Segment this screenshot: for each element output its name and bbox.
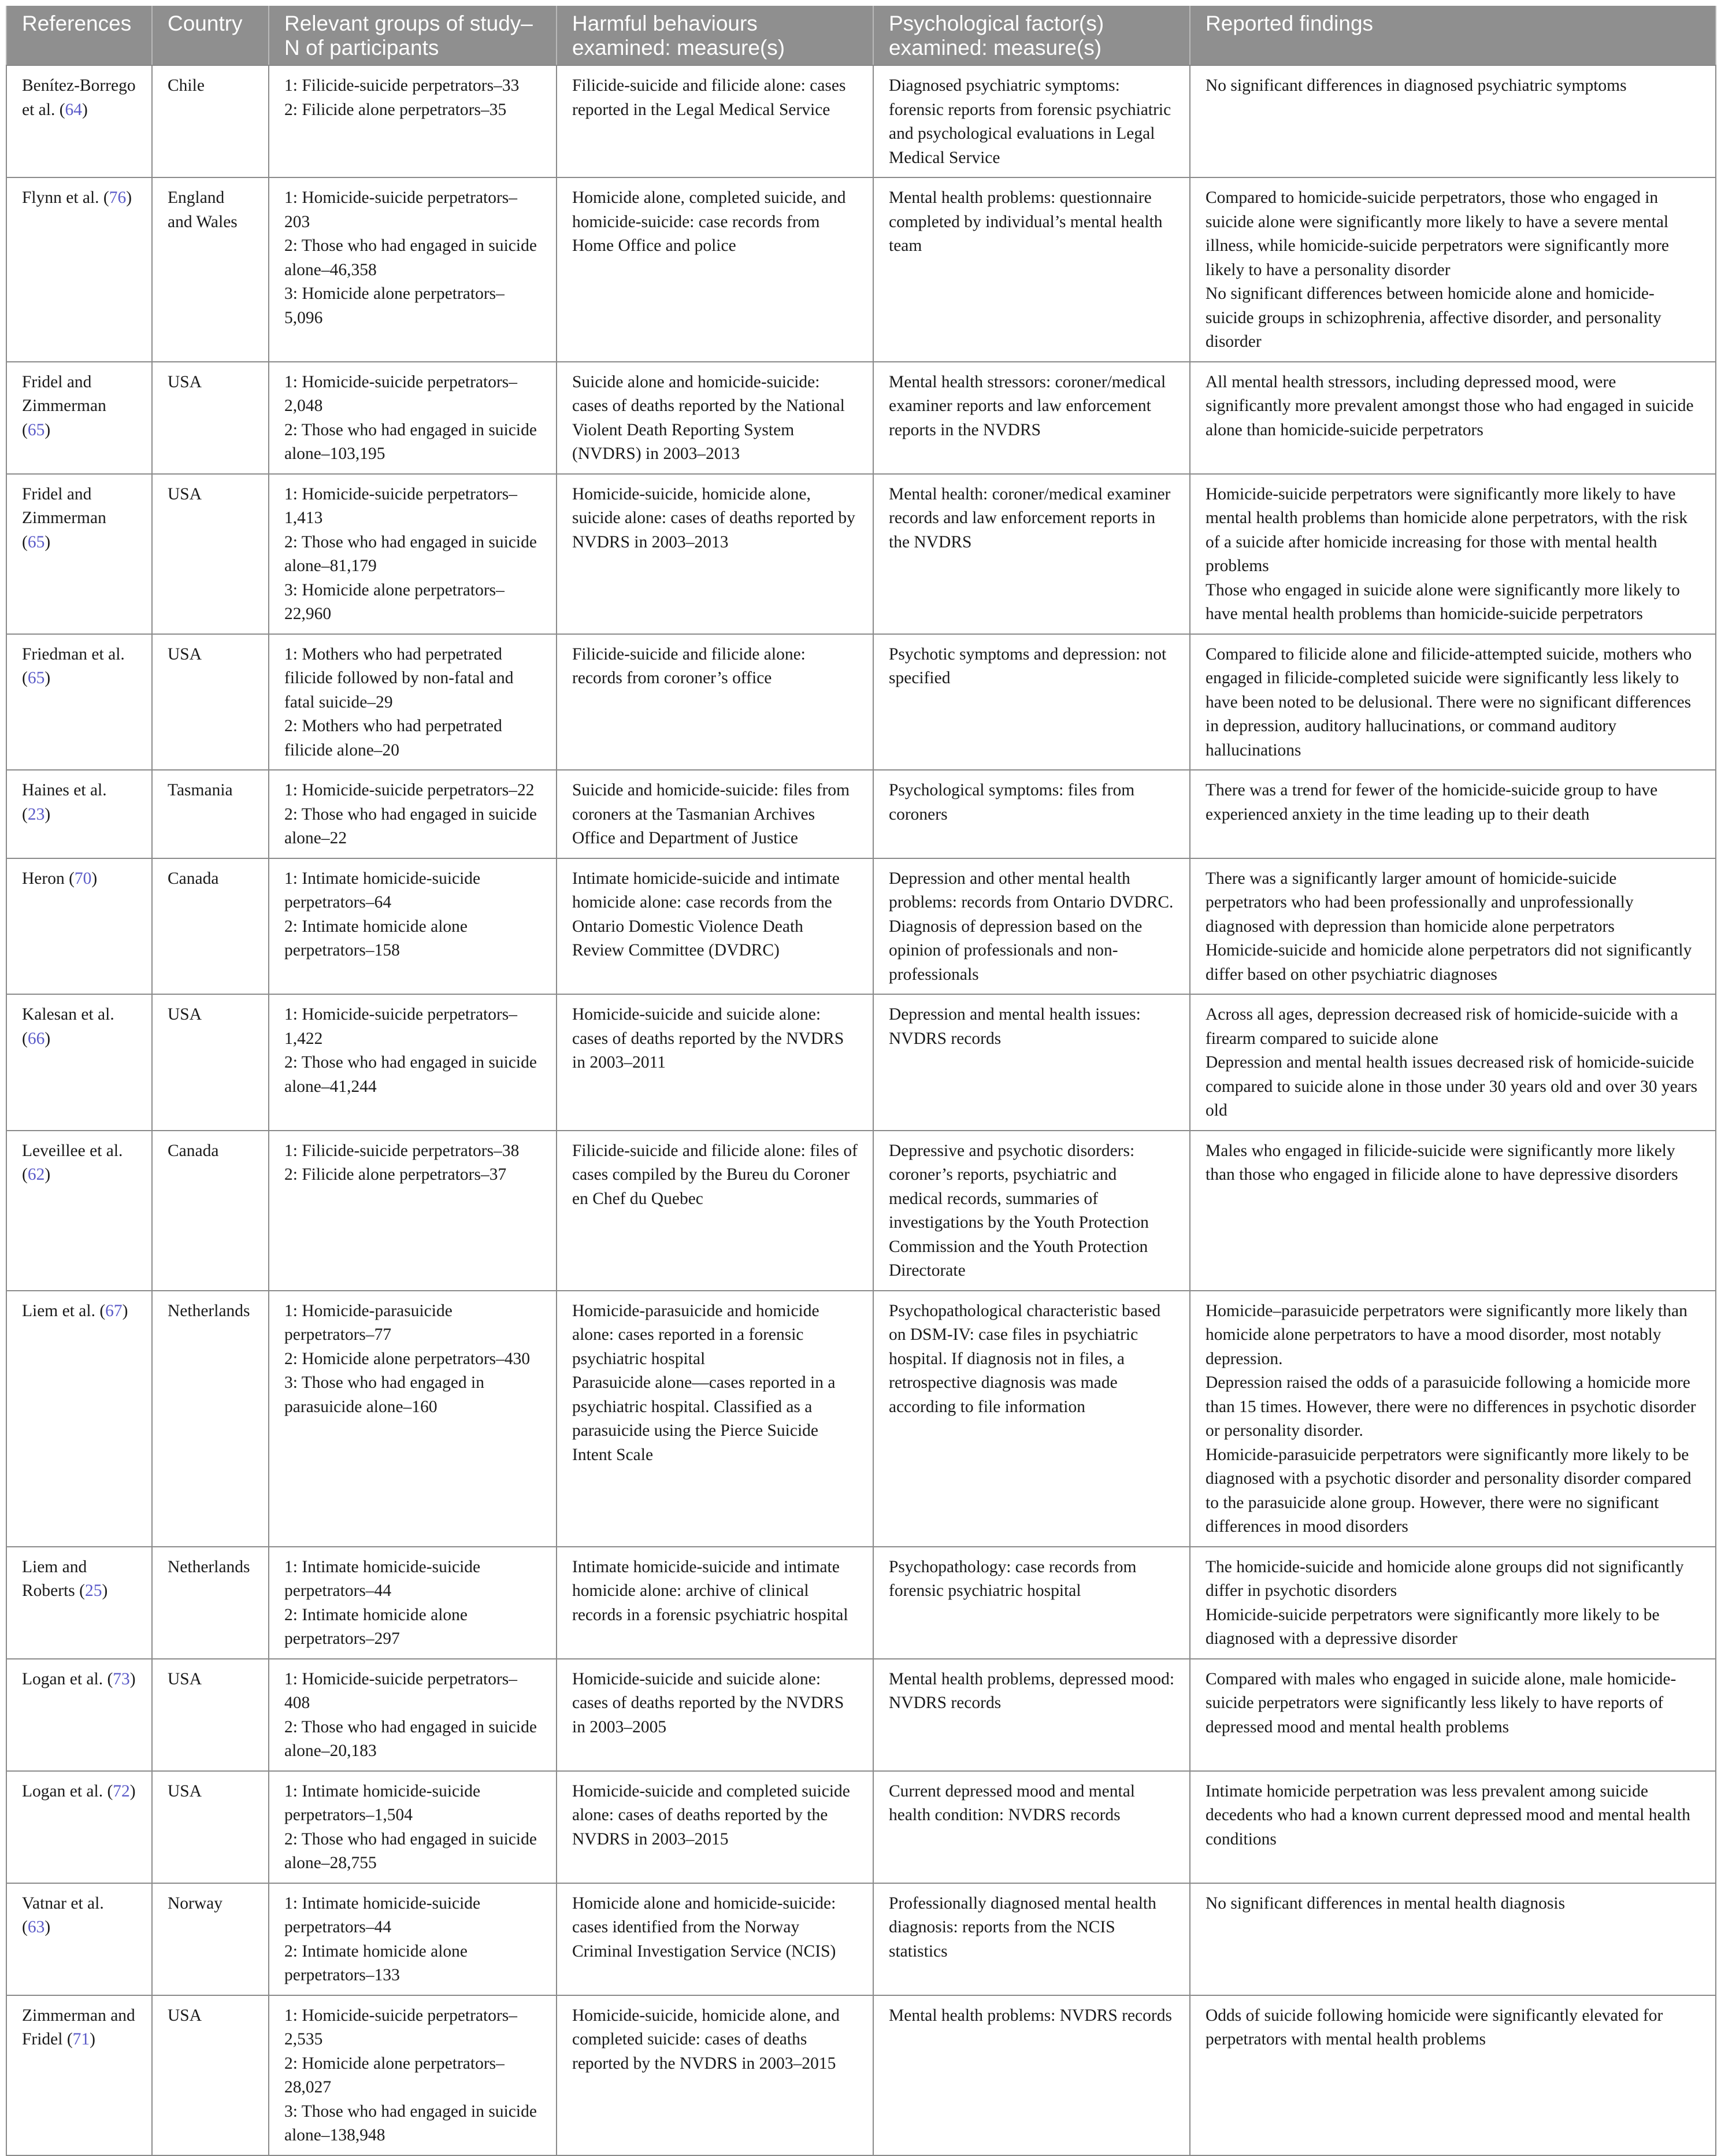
finding-line: Homicide-suicide and homicide alone perpetrators did not significantly differ based on other psychiatric diagnoses — [1206, 941, 1692, 984]
table-row — [6, 1995, 1716, 2155]
findings-cell — [1190, 994, 1716, 1131]
citation-link[interactable]: 23 — [27, 805, 45, 824]
group-line: 1: Intimate homicide-suicide perpetrators–44 — [284, 1557, 481, 1600]
citation-link[interactable]: 72 — [113, 1781, 130, 1801]
group-line: 2: Those who had engaged in suicide alone–22 — [284, 805, 537, 847]
findings-cell — [1190, 1659, 1716, 1771]
finding-line: Across all ages, depression decreased risk of homicide-suicide with a firearm compared to suicide alone — [1206, 1005, 1678, 1048]
behaviour-line: Suicide and homicide-suicide: files from coroners at the Tasmanian Archives Office and Department of Justice — [572, 781, 850, 847]
behaviours-cell — [557, 1995, 873, 2155]
groups-cell — [269, 994, 557, 1131]
citation-link[interactable]: 25 — [84, 1581, 102, 1600]
header-country: Country — [152, 6, 269, 65]
group-line: 2: Those who had engaged in suicide alone–46,358 — [284, 236, 537, 279]
table-row — [6, 65, 1716, 177]
reference-close-paren: ) — [44, 1165, 51, 1184]
finding-line: Those who engaged in suicide alone were significantly more likely to have mental health problems than homicide-suicide perpetrators — [1206, 580, 1680, 623]
reference-cell — [6, 1659, 152, 1771]
groups-cell — [269, 1771, 557, 1883]
behaviour-line: Homicide-parasuicide and homicide alone: cases reported in a forensic psychiatric hospital — [572, 1301, 819, 1368]
behaviours-cell — [557, 770, 873, 858]
behaviour-line: Intimate homicide-suicide and intimate homicide alone: case records from the Ontario Domestic Violence Death Review Committee (DVDRC) — [572, 869, 840, 960]
factor-line: Depression and other mental health problems: records from Ontario DVDRC. Diagnosis of depression based on the opinion of professionals and non-professionals — [889, 869, 1174, 984]
finding-line: Compared with males who engaged in suicide alone, male homicide-suicide perpetrators were significantly less likely to have reports of depressed mood and mental health problems — [1206, 1669, 1677, 1736]
group-line: 2: Those who had engaged in suicide alone–41,244 — [284, 1053, 537, 1096]
finding-line: Depression and mental health issues decreased risk of homicide-suicide compared to suicide alone in those under 30 years old and over 30 years old — [1206, 1053, 1698, 1120]
finding-line: No significant differences between homicide alone and homicide-suicide groups in schizophrenia, affective disorder, and personality disorder — [1206, 284, 1661, 351]
citation-link[interactable]: 63 — [27, 1918, 45, 1936]
reference-close-paren: ) — [44, 1029, 51, 1048]
group-line: 3: Those who had engaged in parasuicide alone–160 — [284, 1373, 485, 1416]
behaviour-line: Filicide-suicide and filicide alone: records from coroner’s office — [572, 644, 806, 687]
reference-close-paren: ) — [126, 188, 132, 207]
factor-line: Mental health: coroner/medical examiner records and law enforcement reports in the NVDRS — [889, 484, 1171, 551]
group-line: 2: Those who had engaged in suicide alone–20,183 — [284, 1717, 537, 1760]
country-cell: Canada — [152, 858, 269, 995]
reference-authors: Benítez-Borrego et al. ( — [22, 76, 136, 119]
country-cell: USA — [152, 634, 269, 770]
reference-close-paren: ) — [44, 420, 51, 439]
reference-close-paren: ) — [82, 100, 88, 119]
citation-link[interactable]: 65 — [27, 669, 45, 687]
factor-line: Mental health problems: questionnaire completed by individual’s mental health team — [889, 188, 1163, 255]
table-body — [6, 65, 1716, 2155]
citation-link[interactable]: 76 — [109, 188, 127, 207]
country-cell: USA — [152, 1771, 269, 1883]
reference-close-paren: ) — [122, 1301, 128, 1320]
table-header — [6, 6, 1716, 65]
group-line: 1: Homicide-suicide perpetrators–22 — [284, 781, 535, 799]
group-line: 1: Homicide-suicide perpetrators–2,535 — [284, 2006, 518, 2048]
finding-line: There was a trend for fewer of the homicide-suicide group to have experienced anxiety in the time leading up to their death — [1206, 781, 1658, 824]
factors-cell — [873, 474, 1190, 634]
behaviour-line: Filicide-suicide and filicide alone: files of cases compiled by the Bureu du Coroner en Chef du Quebec — [572, 1141, 858, 1208]
group-line: 1: Intimate homicide-suicide perpetrators–44 — [284, 1894, 481, 1936]
citation-link[interactable]: 62 — [27, 1165, 45, 1184]
finding-line: Homicide-suicide perpetrators were significantly more likely to be diagnosed with a depressive disorder — [1206, 1605, 1660, 1648]
behaviour-line: Homicide alone and homicide-suicide: cases identified from the Norway Criminal Investigation Service (NCIS) — [572, 1894, 836, 1961]
reference-authors: Fridel and Zimmerman ( — [22, 484, 106, 551]
citation-link[interactable]: 65 — [27, 420, 45, 439]
table-row — [6, 994, 1716, 1131]
reference-close-paren: ) — [44, 1918, 51, 1936]
factors-cell — [873, 634, 1190, 770]
behaviours-cell — [557, 1131, 873, 1291]
country-cell: Netherlands — [152, 1291, 269, 1547]
factors-cell — [873, 1883, 1190, 1995]
group-line: 1: Intimate homicide-suicide perpetrators–1,504 — [284, 1781, 481, 1824]
reference-authors: Logan et al. ( — [22, 1669, 113, 1688]
group-line: 2: Intimate homicide alone perpetrators–133 — [284, 1942, 468, 1984]
groups-cell — [269, 1659, 557, 1771]
reference-close-paren: ) — [90, 2030, 95, 2048]
citation-link[interactable]: 70 — [74, 869, 92, 888]
reference-cell — [6, 1291, 152, 1547]
reference-cell — [6, 994, 152, 1131]
country-cell: Netherlands — [152, 1547, 269, 1659]
behaviours-cell — [557, 1291, 873, 1547]
behaviours-cell — [557, 65, 873, 177]
behaviours-cell — [557, 858, 873, 995]
behaviour-line: Homicide-suicide, homicide alone, and completed suicide: cases of deaths reported by the NVDRS in 2003–2015 — [572, 2006, 840, 2073]
factor-line: Mental health stressors: coroner/medical examiner reports and law enforcement reports in the NVDRS — [889, 372, 1166, 439]
findings-cell — [1190, 1883, 1716, 1995]
factor-line: Depression and mental health issues: NVDRS records — [889, 1005, 1141, 1048]
factors-cell — [873, 65, 1190, 177]
group-line: 1: Homicide-suicide perpetrators–203 — [284, 188, 518, 231]
reference-cell — [6, 65, 152, 177]
header-factors: Psychological factor(s) examined: measure(s) — [873, 6, 1190, 65]
page — [6, 6, 1715, 2156]
behaviour-line: Parasuicide alone—cases reported in a psychiatric hospital. Classified as a parasuicide using the Pierce Suicide Intent Scale — [572, 1373, 836, 1464]
groups-cell — [269, 362, 557, 474]
reference-authors: Vatnar et al. ( — [22, 1894, 104, 1936]
country-cell: USA — [152, 1995, 269, 2155]
groups-cell — [269, 474, 557, 634]
findings-cell — [1190, 634, 1716, 770]
finding-line: Homicide-parasuicide perpetrators were significantly more likely to be diagnosed with a psychotic disorder and personality disorder compared to the parasuicide alone group. However, there were no significant differences in mood disorders — [1206, 1445, 1692, 1536]
factors-cell — [873, 1659, 1190, 1771]
citation-link[interactable]: 67 — [105, 1301, 123, 1320]
groups-cell — [269, 65, 557, 177]
behaviour-line: Intimate homicide-suicide and intimate homicide alone: archive of clinical records in a forensic psychiatric hospital — [572, 1557, 848, 1624]
country-cell: Canada — [152, 1131, 269, 1291]
group-line: 1: Homicide-suicide perpetrators–1,422 — [284, 1005, 518, 1048]
reference-cell — [6, 1771, 152, 1883]
group-line: 1: Homicide-suicide perpetrators–1,413 — [284, 484, 518, 527]
reference-authors: Fridel and Zimmerman ( — [22, 372, 106, 439]
reference-authors: Zimmerman and Fridel ( — [22, 2006, 135, 2048]
behaviour-line: Homicide-suicide and suicide alone: cases of deaths reported by the NVDRS in 2003–2005 — [572, 1669, 844, 1736]
behaviour-line: Homicide-suicide, homicide alone, suicide alone: cases of deaths reported by NVDRS in 2003–2013 — [572, 484, 855, 551]
behaviour-line: Homicide-suicide and suicide alone: cases of deaths reported by the NVDRS in 2003–2011 — [572, 1005, 844, 1072]
reference-cell — [6, 177, 152, 362]
behaviours-cell — [557, 1771, 873, 1883]
groups-cell — [269, 770, 557, 858]
findings-cell — [1190, 1995, 1716, 2155]
finding-line: Compared to filicide alone and filicide-attempted suicide, mothers who engaged in filicide-completed suicide were significantly less likely to have been noted to be delusional. There were no significant differences in depression, auditory hallucinations, or command auditory hallucinations — [1206, 644, 1692, 760]
factor-line: Current depressed mood and mental health condition: NVDRS records — [889, 1781, 1135, 1824]
group-line: 2: Intimate homicide alone perpetrators–158 — [284, 917, 468, 960]
reference-close-paren: ) — [44, 805, 51, 824]
reference-cell — [6, 1995, 152, 2155]
reference-close-paren: ) — [44, 532, 51, 551]
group-line: 1: Homicide-parasuicide perpetrators–77 — [284, 1301, 452, 1344]
group-line: 1: Filicide-suicide perpetrators–33 — [284, 76, 520, 95]
header-findings: Reported findings — [1190, 6, 1716, 65]
country-cell: Chile — [152, 65, 269, 177]
studies-table — [6, 6, 1716, 2156]
group-line: 1: Mothers who had perpetrated filicide followed by non-fatal and fatal suicide–29 — [284, 644, 514, 712]
group-line: 3: Homicide alone perpetrators–22,960 — [284, 580, 505, 623]
reference-authors: Logan et al. ( — [22, 1781, 113, 1801]
factor-line: Diagnosed psychiatric symptoms: forensic reports from forensic psychiatric and psychological evaluations in Legal Medical Service — [889, 76, 1171, 167]
groups-cell — [269, 1131, 557, 1291]
behaviours-cell — [557, 1547, 873, 1659]
behaviours-cell — [557, 177, 873, 362]
country-cell: Norway — [152, 1883, 269, 1995]
citation-link[interactable]: 65 — [27, 532, 45, 551]
finding-line: There was a significantly larger amount of homicide-suicide perpetrators who had been professionally and unprofessionally diagnosed with depression than homicide alone perpetrators — [1206, 869, 1634, 936]
reference-cell — [6, 1131, 152, 1291]
findings-cell — [1190, 177, 1716, 362]
header-references: References — [6, 6, 152, 65]
table-row — [6, 1883, 1716, 1995]
groups-cell — [269, 1291, 557, 1547]
factors-cell — [873, 1131, 1190, 1291]
factors-cell — [873, 1995, 1190, 2155]
reference-cell — [6, 634, 152, 770]
behaviours-cell — [557, 1659, 873, 1771]
group-line: 1: Homicide-suicide perpetrators–2,048 — [284, 372, 518, 415]
group-line: 1: Homicide-suicide perpetrators–408 — [284, 1669, 518, 1712]
findings-cell — [1190, 858, 1716, 995]
factor-line: Psychotic symptoms and depression: not specified — [889, 644, 1167, 687]
factor-line: Mental health problems: NVDRS records — [889, 2006, 1172, 2025]
country-cell: USA — [152, 1659, 269, 1771]
group-line: 1: Intimate homicide-suicide perpetrators–64 — [284, 869, 481, 912]
header-row — [6, 6, 1716, 65]
reference-authors: Kalesan et al. ( — [22, 1005, 114, 1048]
findings-cell — [1190, 65, 1716, 177]
groups-cell — [269, 1547, 557, 1659]
group-line: 2: Those who had engaged in suicide alone–28,755 — [284, 1829, 537, 1872]
reference-authors: Liem and Roberts ( — [22, 1557, 87, 1600]
reference-cell — [6, 770, 152, 858]
header-behaviours: Harmful behaviours examined: measure(s) — [557, 6, 873, 65]
factor-line: Professionally diagnosed mental health diagnosis: reports from the NCIS statistics — [889, 1894, 1156, 1961]
finding-line: Depression raised the odds of a parasuicide following a homicide more than 15 times. However, there were no differences in psychotic disorder or personality disorder. — [1206, 1373, 1696, 1440]
factor-line: Psychological symptoms: files from coroners — [889, 781, 1135, 824]
groups-cell — [269, 177, 557, 362]
finding-line: No significant differences in diagnosed psychiatric symptoms — [1206, 76, 1627, 95]
reference-close-paren: ) — [129, 1781, 136, 1801]
behaviours-cell — [557, 1883, 873, 1995]
findings-cell — [1190, 362, 1716, 474]
factors-cell — [873, 770, 1190, 858]
behaviours-cell — [557, 474, 873, 634]
finding-line: Intimate homicide perpetration was less prevalent among suicide decedents who had a known current depressed mood and mental health conditions — [1206, 1781, 1690, 1848]
factors-cell — [873, 1291, 1190, 1547]
behaviour-line: Homicide alone, completed suicide, and homicide-suicide: case records from Home Office and police — [572, 188, 846, 255]
behaviour-line: Filicide-suicide and filicide alone: cases reported in the Legal Medical Service — [572, 76, 846, 119]
finding-line: Homicide–parasuicide perpetrators were significantly more likely than homicide alone perpetrators to have a mood disorder, most notably depression. — [1206, 1301, 1687, 1368]
group-line: 1: Filicide-suicide perpetrators–38 — [284, 1141, 520, 1160]
findings-cell — [1190, 1547, 1716, 1659]
group-line: 2: Filicide alone perpetrators–37 — [284, 1165, 507, 1184]
table-row — [6, 1131, 1716, 1291]
groups-cell — [269, 858, 557, 995]
factor-line: Depressive and psychotic disorders: coroner’s reports, psychiatric and medical records, summaries of investigations by the Youth Protection Commission and the Youth Protection Directorate — [889, 1141, 1149, 1280]
country-cell: USA — [152, 994, 269, 1131]
table-row — [6, 1659, 1716, 1771]
behaviours-cell — [557, 994, 873, 1131]
reference-cell — [6, 1547, 152, 1659]
factors-cell — [873, 858, 1190, 995]
country-cell: USA — [152, 362, 269, 474]
table-row — [6, 858, 1716, 995]
findings-cell — [1190, 1291, 1716, 1547]
reference-authors: Liem et al. ( — [22, 1301, 106, 1320]
factors-cell — [873, 177, 1190, 362]
factors-cell — [873, 1547, 1190, 1659]
behaviour-line: Homicide-suicide and completed suicide alone: cases of deaths reported by the NVDRS in 2003–2015 — [572, 1781, 850, 1848]
reference-authors: Flynn et al. ( — [22, 188, 109, 207]
groups-cell — [269, 1995, 557, 2155]
findings-cell — [1190, 1131, 1716, 1291]
reference-authors: Haines et al. ( — [22, 781, 107, 824]
finding-line: Males who engaged in filicide-suicide were significantly more likely than those who engaged in filicide alone to have depressive disorders — [1206, 1141, 1678, 1184]
table-row — [6, 474, 1716, 634]
citation-link[interactable]: 73 — [113, 1669, 130, 1688]
findings-cell — [1190, 1771, 1716, 1883]
reference-close-paren: ) — [129, 1669, 136, 1688]
finding-line: Odds of suicide following homicide were significantly elevated for perpetrators with mental health problems — [1206, 2006, 1663, 2048]
reference-cell — [6, 362, 152, 474]
country-cell: USA — [152, 474, 269, 634]
country-cell: Tasmania — [152, 770, 269, 858]
group-line: 2: Those who had engaged in suicide alone–81,179 — [284, 532, 537, 575]
factor-line: Psychopathology: case records from forensic psychiatric hospital — [889, 1557, 1137, 1600]
citation-link[interactable]: 71 — [72, 2030, 90, 2048]
group-line: 2: Homicide alone perpetrators–430 — [284, 1349, 531, 1368]
reference-close-paren: ) — [102, 1581, 108, 1600]
table-row — [6, 1291, 1716, 1547]
table-row — [6, 177, 1716, 362]
groups-cell — [269, 634, 557, 770]
table-row — [6, 634, 1716, 770]
factors-cell — [873, 994, 1190, 1131]
citation-link[interactable]: 64 — [65, 100, 83, 119]
findings-cell — [1190, 474, 1716, 634]
reference-close-paren: ) — [44, 669, 51, 687]
behaviours-cell — [557, 362, 873, 474]
country-cell: England and Wales — [152, 177, 269, 362]
table-row — [6, 1547, 1716, 1659]
finding-line: The homicide-suicide and homicide alone groups did not significantly differ in psychotic disorders — [1206, 1557, 1684, 1600]
group-line: 2: Mothers who had perpetrated filicide alone–20 — [284, 717, 502, 760]
finding-line: All mental health stressors, including depressed mood, were significantly more prevalent amongst those who had engaged in suicide alone than homicide-suicide perpetrators — [1206, 372, 1694, 439]
reference-cell — [6, 1883, 152, 1995]
reference-cell — [6, 474, 152, 634]
reference-authors: Heron ( — [22, 869, 75, 888]
reference-cell — [6, 858, 152, 995]
group-line: 2: Intimate homicide alone perpetrators–297 — [284, 1605, 468, 1648]
behaviour-line: Suicide alone and homicide-suicide: cases of deaths reported by the National Violent Death Reporting System (NVDRS) in 2003–2013 — [572, 372, 845, 463]
group-line: 2: Homicide alone perpetrators–28,027 — [284, 2054, 505, 2096]
reference-close-paren: ) — [91, 869, 98, 888]
group-line: 3: Those who had engaged in suicide alone–138,948 — [284, 2102, 537, 2144]
behaviours-cell — [557, 634, 873, 770]
header-groups: Relevant groups of study–N of participants — [269, 6, 557, 65]
factors-cell — [873, 1771, 1190, 1883]
finding-line: Compared to homicide-suicide perpetrators, those who engaged in suicide alone were significantly more likely to have a severe mental illness, while homicide-suicide perpetrators were significantly more likely to have a personality disorder — [1206, 188, 1669, 279]
groups-cell — [269, 1883, 557, 1995]
table-row — [6, 770, 1716, 858]
reference-authors: Leveillee et al. ( — [22, 1141, 123, 1184]
table-row — [6, 362, 1716, 474]
table-row — [6, 1771, 1716, 1883]
citation-link[interactable]: 66 — [27, 1029, 45, 1048]
group-line: 2: Filicide alone perpetrators–35 — [284, 100, 507, 119]
finding-line: Homicide-suicide perpetrators were significantly more likely to have mental health problems than homicide alone perpetrators, with the risk of a suicide after homicide increasing for those with mental health problems — [1206, 484, 1687, 575]
findings-cell — [1190, 770, 1716, 858]
reference-authors: Friedman et al. ( — [22, 644, 125, 687]
factors-cell — [873, 362, 1190, 474]
factor-line: Psychopathological characteristic based on DSM-IV: case files in psychiatric hospital. If diagnosis not in files, a retrospective diagnosis was made according to file information — [889, 1301, 1161, 1416]
group-line: 2: Those who had engaged in suicide alone–103,195 — [284, 420, 537, 463]
finding-line: No significant differences in mental health diagnosis — [1206, 1894, 1566, 1913]
group-line: 3: Homicide alone perpetrators–5,096 — [284, 284, 505, 327]
factor-line: Mental health problems, depressed mood: NVDRS records — [889, 1669, 1175, 1712]
